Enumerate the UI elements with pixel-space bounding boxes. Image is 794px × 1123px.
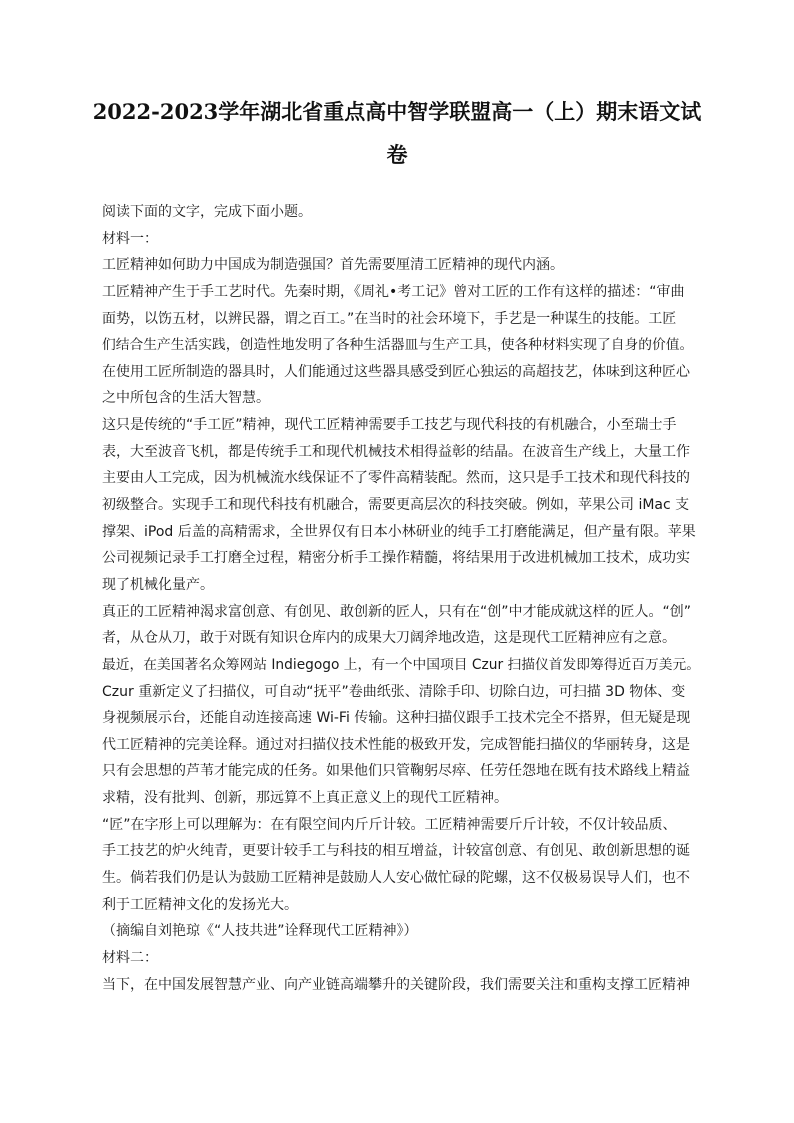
paragraph-line: 手工技艺的炉火纯青，更要计较手工与科技的相互增益，计较富创意、有创见、敢创新思想的诞 (102, 843, 690, 860)
paragraph-line: 撑架、iPod 后盖的高精需求，全世界仅有日本小林研业的纯手工打磨能满足，但产量有限。苹果 (102, 523, 696, 540)
paragraph-line: 主要由人工完成，因为机械流水线保证不了零件高精装配。然而，这只是手工技术和现代科技的 (102, 470, 690, 487)
paragraph-line: 初级整合。实现手工和现代科技有机融合，需要更高层次的科技突破。例如，苹果公司 iMac 支 (102, 497, 690, 514)
document-title-line-1: 2022-2023学年湖北省重点高中智学联盟高一（上）期末语文试 (92, 99, 702, 124)
paragraph-line: 当下，在中国发展智慧产业、向产业链高端攀升的关键阶段，我们需要关注和重构支撑工匠精神 (102, 976, 690, 993)
paragraph-line: “匠”在字形上可以理解为：在有限空间内斤斤计较。工匠精神需要斤斤计较，不仅计较品质、 (102, 816, 677, 833)
paragraph-line: 真正的工匠精神渴求富创意、有创见、敢创新的匠人，只有在“创”中才能成就这样的匠人。“创” (102, 603, 692, 620)
paragraph-line: 工匠精神产生于手工艺时代。先秦时期，《周礼•考工记》曾对工匠的工作有这样的描述：“审曲 (102, 283, 685, 300)
document-body (102, 199, 702, 998)
paragraph-line: 求精，没有批判、创新，那远算不上真正意义上的现代工匠精神。 (102, 790, 508, 807)
instruction-line: 阅读下面的文字，完成下面小题。 (102, 204, 312, 220)
paragraph-line: 利于工匠精神文化的发扬光大。 (102, 896, 298, 913)
paragraph-line: 表，大至波音飞机，都是传统手工和现代机械技术相得益彰的结晶。在波音生产线上，大量工作 (102, 443, 690, 460)
paragraph-line: 面势，以饬五材，以辨民器，谓之百工。”在当时的社会环境下，手艺是一种谋生的技能。工匠 (102, 310, 677, 327)
paragraph-line: 最近，在美国著名众筹网站 Indiegogo 上，有一个中国项目 Czur 扫描仪首发即筹得近百万美元。 (102, 656, 700, 673)
paragraph-line: Czur 重新定义了扫描仪，可自动“抚平”卷曲纸张、清除手印、切除白边，可扫描 3D 物体、变 (102, 683, 686, 700)
paragraph-line: 公司视频记录手工打磨全过程，精密分析手工操作精髓，将结果用于改进机械加工技术，成功实 (102, 550, 690, 567)
paragraph-line: 者，从仓从刀，敢于对既有知识仓库内的成果大刀阔斧地改造，这是现代工匠精神应有之意。 (102, 630, 676, 647)
document-title-line-2: 卷 (386, 142, 408, 167)
paragraph-line: 生。倘若我们仍是认为鼓励工匠精神是鼓励人人安心做忙碌的陀螺，这不仅极易误导人们，也不 (102, 870, 690, 887)
source-citation: （摘编自刘艳琼《“人技共进”诠释现代工匠精神》） (102, 923, 418, 940)
material-two-heading: 材料二： (102, 949, 158, 966)
paragraph-line: 只有会思想的芦苇才能完成的任务。如果他们只管鞠躬尽瘁、任劳任怨地在既有技术路线上精益 (102, 763, 690, 780)
paragraph-line: 这只是传统的“手工匠”精神，现代工匠精神需要手工技艺与现代科技的有机融合，小至瑞士手 (102, 417, 677, 434)
paragraph-line: 现了机械化量产。 (102, 576, 214, 593)
paragraph-line: 们结合生产生活实践，创造性地发明了各种生活器皿与生产工具，使各种材料实现了自身的价值。 (102, 337, 694, 354)
paragraph-line: 工匠精神如何助力中国成为制造强国？首先需要厘清工匠精神的现代内涵。 (102, 257, 564, 274)
paragraph-line: 之中所包含的生活大智慧。 (102, 390, 270, 407)
paragraph-line: 代工匠精神的完美诠释。通过对扫描仪技术性能的极致开发，完成智能扫描仪的华丽转身，这是 (102, 736, 690, 753)
paragraph-line: 在使用工匠所制造的器具时，人们能通过这些器具感受到匠心独运的高超技艺，体味到这种匠心 (102, 363, 690, 380)
material-one-heading: 材料一： (102, 230, 158, 247)
paragraph-line: 身视频展示台，还能自动连接高速 Wi-Fi 传输。这种扫描仪跟手工技术完全不搭界，但无疑是现 (102, 710, 691, 727)
